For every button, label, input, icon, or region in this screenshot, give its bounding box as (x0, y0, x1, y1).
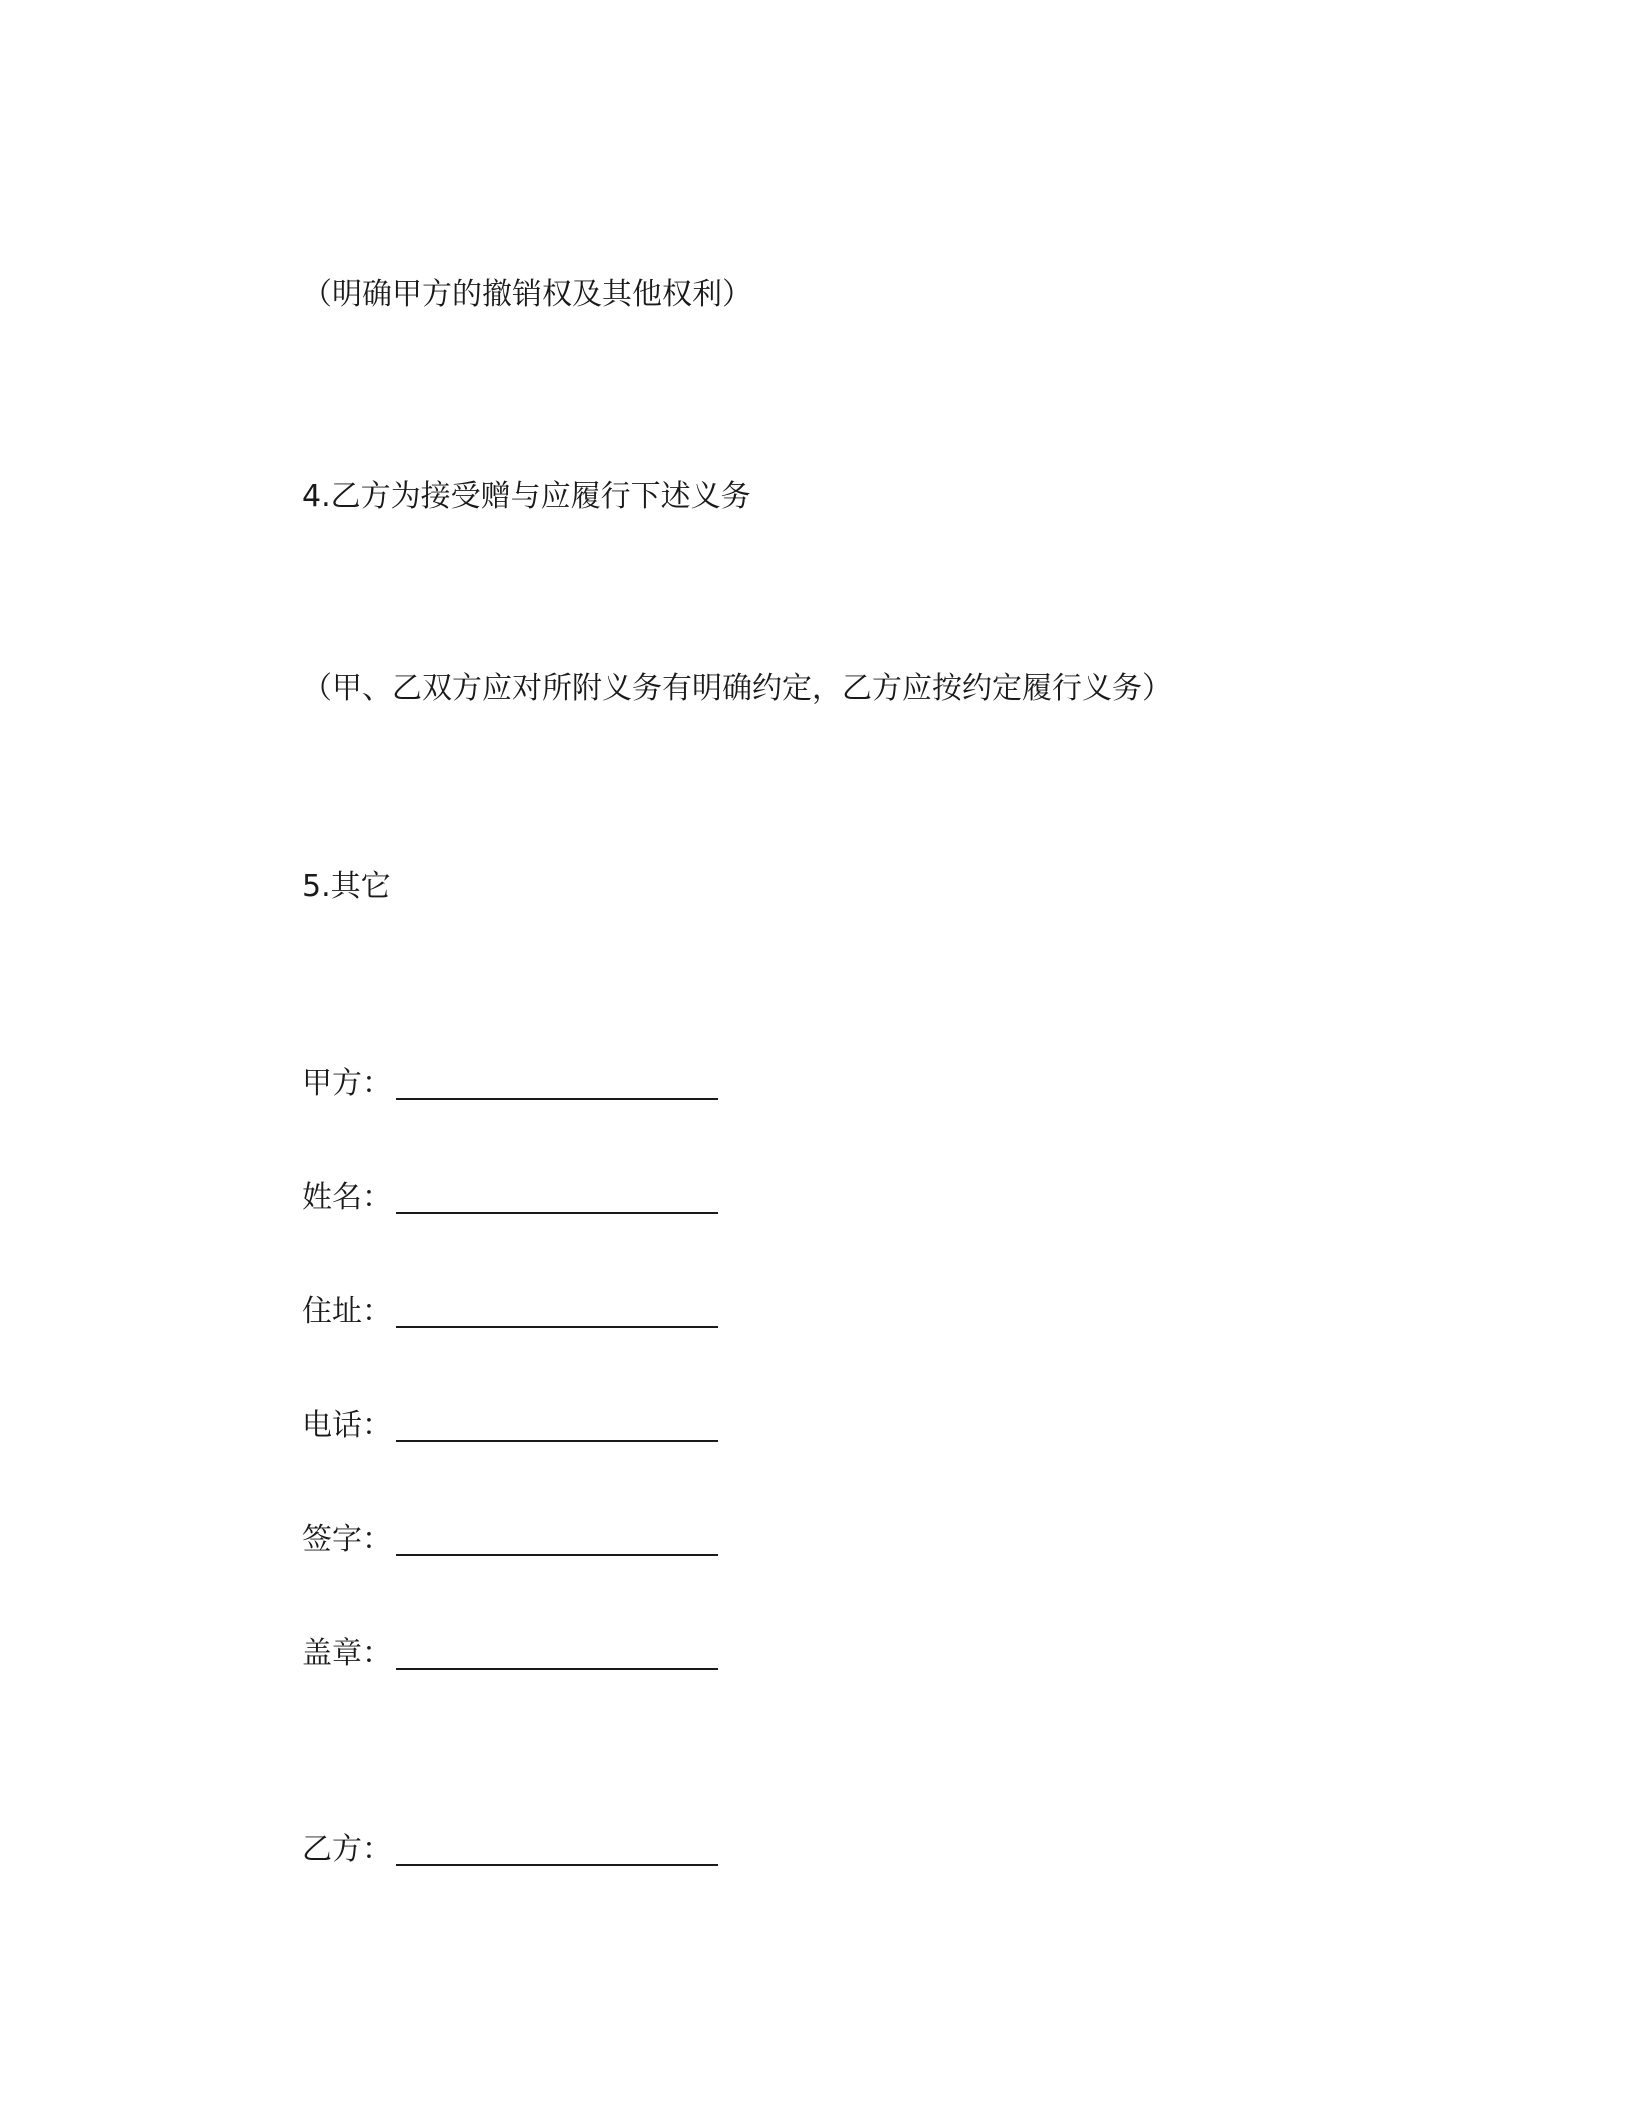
party-a-signature-row (302, 1516, 718, 1560)
phone-blank-line (396, 1440, 718, 1442)
signature-label: 签字： (302, 1522, 392, 1557)
party-b-label: 乙方： (302, 1832, 392, 1867)
name-blank-line (396, 1212, 718, 1214)
party-a-phone-row (302, 1402, 718, 1446)
clause-note-revocation: （明确甲方的撤销权及其他权利） (302, 277, 752, 312)
party-a-seal-row (302, 1630, 718, 1674)
party-a-address-row (302, 1288, 718, 1332)
party-a-blank-line (396, 1098, 718, 1100)
phone-label: 电话： (302, 1408, 392, 1443)
signature-blank-line (396, 1554, 718, 1556)
party-b-blank-line (396, 1864, 718, 1866)
name-label: 姓名： (302, 1180, 392, 1215)
clause-note-obligations: （甲、乙双方应对所附义务有明确约定，乙方应按约定履行义务） (302, 671, 1172, 706)
seal-label: 盖章： (302, 1636, 392, 1671)
clause-4-heading: 4.乙方为接受赠与应履行下述义务 (302, 479, 751, 514)
party-a-name-row (302, 1174, 718, 1218)
seal-blank-line (396, 1668, 718, 1670)
party-a-row (302, 1060, 718, 1104)
party-a-label: 甲方： (302, 1066, 392, 1101)
clause-5-heading: 5.其它 (302, 869, 391, 904)
party-b-row (302, 1826, 718, 1870)
address-label: 住址： (302, 1294, 392, 1329)
address-blank-line (396, 1326, 718, 1328)
